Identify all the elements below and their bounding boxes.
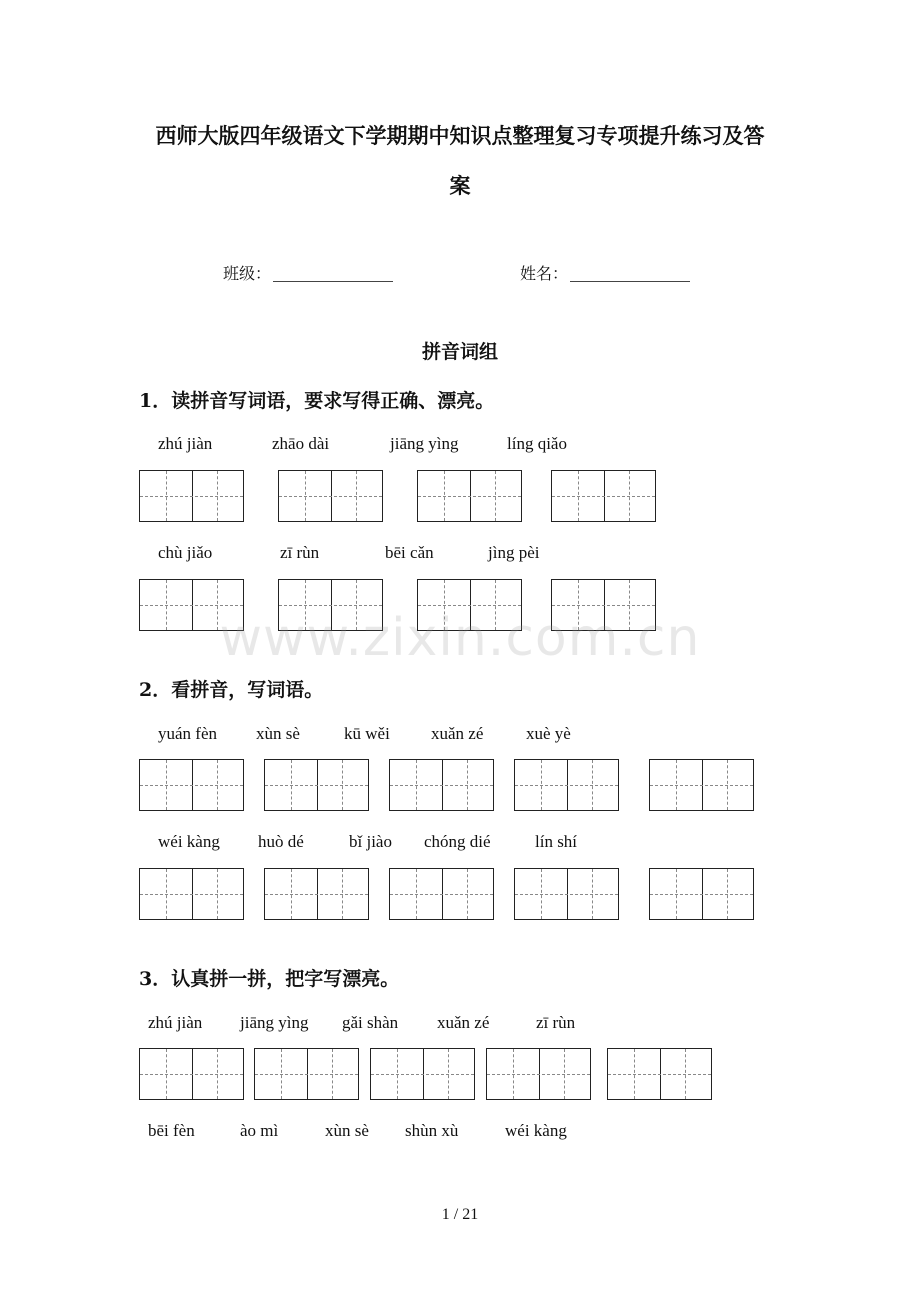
q3-pinyin: shùn xù	[405, 1121, 459, 1140]
writing-grid[interactable]	[389, 759, 494, 811]
q1-pinyin: jìng pèi	[488, 543, 540, 562]
writing-grid[interactable]	[389, 868, 494, 920]
q3-pinyin: xùn sè	[325, 1121, 369, 1140]
writing-grid[interactable]	[139, 470, 244, 522]
q2-pinyin: yuán fèn	[158, 724, 218, 743]
q2-pinyin: kū wěi	[344, 724, 390, 743]
page-number: 1 / 21	[441, 1206, 479, 1223]
q2-pinyin: xuǎn zé	[431, 724, 484, 743]
class-field	[223, 266, 393, 282]
q1-pinyin: líng qiǎo	[507, 434, 567, 453]
writing-grid[interactable]	[607, 1048, 712, 1100]
q2-pinyin: bǐ jiào	[349, 832, 392, 851]
q3-pinyin: gǎi shàn	[342, 1013, 399, 1032]
writing-grid[interactable]	[139, 868, 244, 920]
q3-pinyin: zī rùn	[536, 1013, 576, 1032]
q1-pinyin: jiāng yìng	[390, 434, 459, 453]
document-title-line1: 西师大版四年级语文下学期期中知识点整理复习专项提升练习及答	[155, 123, 765, 148]
writing-grid[interactable]	[649, 759, 754, 811]
q1-pinyin: zhāo dài	[272, 434, 330, 453]
q3-pinyin: jiāng yìng	[240, 1013, 309, 1032]
q1-pinyin: zhú jiàn	[158, 434, 213, 453]
watermark: www.zixin.com.cn	[219, 608, 701, 668]
name-blank[interactable]	[570, 267, 690, 282]
section-title: 拼音词组	[421, 341, 498, 363]
q3-pinyin: xuǎn zé	[437, 1013, 490, 1032]
writing-grid[interactable]	[264, 759, 369, 811]
q1-heading: 1．读拼音写词语，要求写得正确、漂亮。	[139, 390, 495, 412]
writing-grid[interactable]	[264, 868, 369, 920]
writing-grid[interactable]	[649, 868, 754, 920]
class-label: 班级：	[223, 264, 272, 283]
name-label: 姓名：	[520, 264, 569, 283]
q2-pinyin: xùn sè	[256, 724, 300, 743]
q3-pinyin: bēi fèn	[148, 1121, 195, 1140]
q2-pinyin: xuè yè	[526, 724, 571, 743]
writing-grid[interactable]	[514, 759, 619, 811]
q2-pinyin: lín shí	[535, 832, 578, 851]
writing-grid[interactable]	[551, 470, 656, 522]
writing-grid[interactable]	[139, 759, 244, 811]
q3-pinyin: zhú jiàn	[148, 1013, 203, 1032]
q1-pinyin: zī rùn	[280, 543, 320, 562]
q3-pinyin: ào mì	[240, 1121, 279, 1140]
q2-pinyin: wéi kàng	[158, 832, 220, 851]
q2-pinyin: huò dé	[258, 832, 304, 851]
writing-grid[interactable]	[514, 868, 619, 920]
q2-heading: 2．看拼音，写词语。	[139, 679, 324, 701]
writing-grid[interactable]	[486, 1048, 591, 1100]
writing-grid[interactable]	[370, 1048, 475, 1100]
writing-grid[interactable]	[417, 470, 522, 522]
class-blank[interactable]	[273, 267, 393, 282]
writing-grid[interactable]	[278, 470, 383, 522]
q3-heading: 3．认真拼一拼，把字写漂亮。	[139, 968, 400, 990]
q1-pinyin: bēi cǎn	[385, 543, 434, 562]
name-field	[520, 266, 690, 282]
q1-pinyin: chù jiǎo	[158, 543, 213, 562]
q3-pinyin: wéi kàng	[505, 1121, 567, 1140]
document-title-line2: 案	[449, 173, 471, 198]
writing-grid[interactable]	[139, 1048, 244, 1100]
writing-grid[interactable]	[254, 1048, 359, 1100]
q2-pinyin: chóng dié	[424, 832, 491, 851]
